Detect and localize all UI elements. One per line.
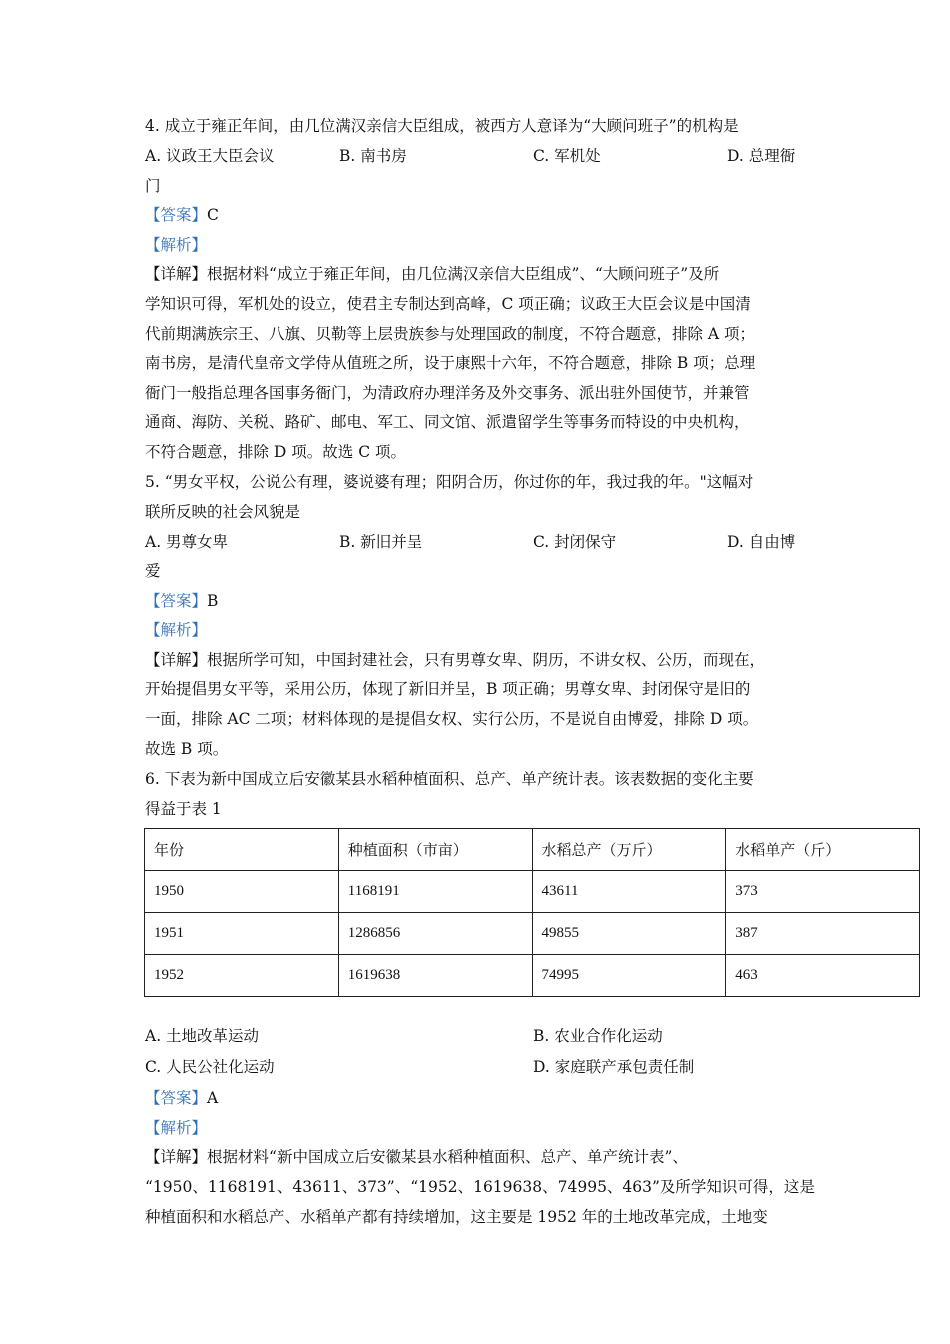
q4-detail-line: 衙门一般指总理各国事务衙门，为清政府办理洋务及外交事务、派出驻外国使节，并兼管 [145,384,750,402]
table-cell: 387 [726,913,920,955]
table-row [145,913,920,955]
q5-option-b: B. 新旧并呈 [339,533,423,551]
q4-option-a: A. 议政王大臣会议 [145,147,275,165]
q6-detail-line: 种植面积和水稻总产、水稻单产都有持续增加，这主要是 1952 年的土地改革完成，土地变 [145,1208,768,1226]
table-cell: 74995 [532,955,726,997]
q5-option-d-wrap: 爱 [145,562,161,580]
q5-option-d: D. 自由博 [727,533,796,551]
detail-text: 根据材料“成立于雍正年间，由几位满汉亲信大臣组成”、“大顾问班子”及所 [207,265,720,283]
answer-value: B [207,592,219,610]
answer-tag: 【答案】 [145,1089,208,1107]
detail-text: 根据所学可知，中国封建社会，只有男尊女卑、阴历，不讲女权、公历，而现在， [207,651,766,669]
q5-answer [145,591,218,611]
q4-answer [145,205,219,225]
q6-detail-line: “1950、1168191、43611、373”、“1952、1619638、74995、463”及所学知识可得，这是 [145,1178,815,1196]
q4-analysis-tag: 【解析】 [145,236,208,254]
detail-text: 根据材料“新中国成立后安徽某县水稻种植面积、总产、单产统计表”、 [207,1148,688,1166]
q6-option-d: D. 家庭联产承包责任制 [533,1058,695,1076]
answer-tag: 【答案】 [145,592,208,610]
table-header-cell: 水稻单产（斤） [726,829,920,871]
q5-option-a: A. 男尊女卑 [145,533,229,551]
table-row [145,955,920,997]
q4-stem: 4. 成立于雍正年间，由几位满汉亲信大臣组成，被西方人意译为“大顾问班子”的机构是 [145,117,739,135]
table-cell: 43611 [532,871,726,913]
q5-option-c: C. 封闭保守 [533,533,617,551]
answer-value: C [207,206,219,224]
q4-detail-line: 代前期满族宗王、八旗、贝勒等上层贵族参与处理国政的制度，不符合题意，排除 A 项； [145,325,756,343]
q5-detail-line: 故选 B 项。 [145,740,229,758]
detail-tag: 【详解】 [145,1148,208,1166]
q6-stem-line: 得益于表 1 [145,800,222,818]
q6-stem-line: 6. 下表为新中国成立后安徽某县水稻种植面积、总产、单产统计表。该表数据的变化主要 [145,770,754,788]
table-cell: 1951 [145,913,339,955]
table-row [145,871,920,913]
q4-option-b: B. 南书房 [339,147,407,165]
q5-stem-line: 5. “男女平权，公说公有理，婆说婆有理；阳阴合历，你过你的年，我过我的年。"这幅对 [145,473,754,491]
q4-detail-line [145,264,719,284]
table-cell: 49855 [532,913,726,955]
q4-option-d: D. 总理衙 [727,147,796,165]
detail-tag: 【详解】 [145,651,208,669]
q4-option-c: C. 军机处 [533,147,601,165]
q4-detail-line: 学知识可得，军机处的设立，使君主专制达到高峰，C 项正确；议政王大臣会议是中国清 [145,295,751,313]
answer-value: A [207,1089,219,1107]
table-header-cell: 年份 [145,829,339,871]
table-cell: 1952 [145,955,339,997]
table-cell: 463 [726,955,920,997]
table-header-row [145,829,920,871]
answer-tag: 【答案】 [145,206,208,224]
q6-option-b: B. 农业合作化运动 [533,1027,663,1045]
table-header-cell: 种植面积（市亩） [338,829,532,871]
q4-detail-line: 通商、海防、关税、路矿、邮电、军工、同文馆、派遣留学生等事务而特设的中央机构， [145,413,750,431]
q6-analysis-tag: 【解析】 [145,1119,208,1137]
q6-detail-line [145,1147,688,1167]
q6-option-a: A. 土地改革运动 [145,1027,260,1045]
detail-tag: 【详解】 [145,265,208,283]
table-cell: 1286856 [338,913,532,955]
statistics-table [144,828,920,997]
table-cell: 1619638 [338,955,532,997]
table-cell: 373 [726,871,920,913]
q5-detail-line [145,650,765,670]
q5-detail-line: 开始提倡男女平等，采用公历，体现了新旧并呈，B 项正确；男尊女卑、封闭保守是旧的 [145,680,751,698]
q5-detail-line: 一面，排除 AC 二项；材料体现的是提倡女权、实行公历，不是说自由博爱，排除 D 项。 [145,710,759,728]
q5-stem-line: 联所反映的社会风貌是 [145,503,301,521]
q4-detail-line: 不符合题意，排除 D 项。故选 C 项。 [145,443,406,461]
table-cell: 1168191 [338,871,532,913]
q6-option-c: C. 人民公社化运动 [145,1058,275,1076]
q5-analysis-tag: 【解析】 [145,621,208,639]
q6-answer [145,1088,218,1108]
q4-detail-line: 南书房，是清代皇帝文学侍从值班之所，设于康熙十六年，不符合题意，排除 B 项；总理 [145,354,756,372]
table-header-cell: 水稻总产（万斤） [532,829,726,871]
table-cell: 1950 [145,871,339,913]
q4-option-d-wrap: 门 [145,177,161,195]
